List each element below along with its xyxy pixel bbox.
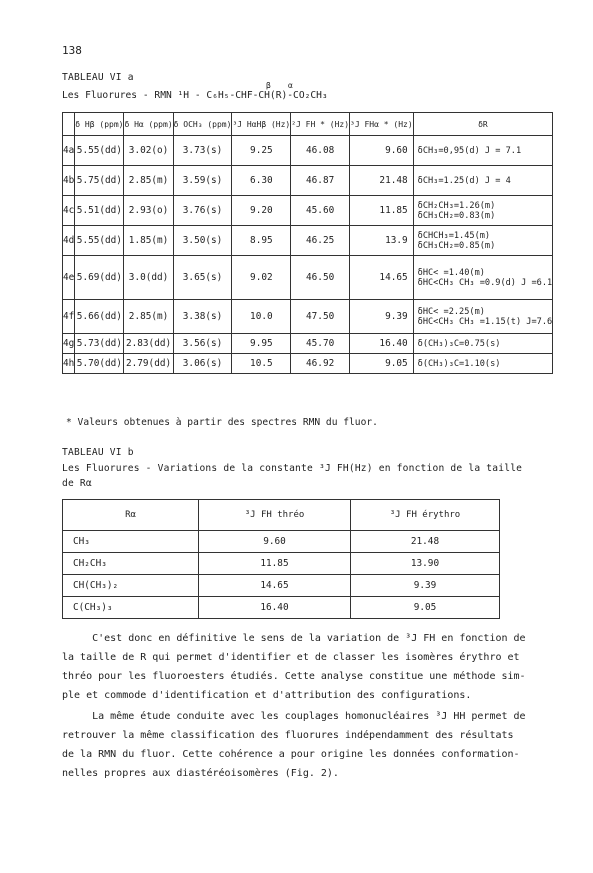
table-a-subtitle-text: Les Fluorures - RMN ¹H - C₆H₅-CHF-CH(R)-CO₂CH₃ [62, 90, 328, 101]
delta-h-beta: 5.51(dd) [75, 196, 124, 226]
coupling-2j-fh: 46.87 [291, 166, 350, 196]
table-row [63, 166, 553, 196]
coupling-3j-hh: 9.20 [232, 196, 291, 226]
delta-och3: 3.73(s) [173, 136, 232, 166]
delta-r-line1: δHC< =2.25(m) [417, 306, 485, 317]
delta-r-line1: δ(CH₃)₃C=0.75(s) [417, 338, 501, 349]
coupling-3j-hh: 10.0 [232, 300, 291, 334]
threo-value: 11.85 [199, 553, 351, 575]
coupling-2j-fh: 45.70 [291, 334, 350, 354]
coupling-3j-fh: 14.65 [350, 256, 414, 300]
delta-h-alpha: 3.02(o) [124, 136, 173, 166]
coupling-2j-fh: 46.25 [291, 226, 350, 256]
delta-och3: 3.65(s) [173, 256, 232, 300]
table-a [62, 112, 553, 374]
coupling-3j-fh: 21.48 [350, 166, 414, 196]
compound-id: 4c [63, 196, 75, 226]
coupling-2j-fh: 47.50 [291, 300, 350, 334]
delta-h-alpha: 2.93(o) [124, 196, 173, 226]
beta-label: β [266, 81, 271, 90]
header-cell: ³J HαHβ (Hz) [232, 113, 291, 136]
table-a-footnote: * Valeurs obtenues à partir des spectres RMN du fluor. [66, 417, 378, 428]
compound-id: 4d [63, 226, 75, 256]
erythro-value: 9.05 [351, 597, 500, 619]
table-row [63, 575, 500, 597]
delta-r-line2: δCH₃CH₂=0.85(m) [417, 240, 496, 251]
delta-och3: 3.76(s) [173, 196, 232, 226]
delta-h-beta: 5.66(dd) [75, 300, 124, 334]
delta-och3: 3.38(s) [173, 300, 232, 334]
substituent-r: C(CH₃)₃ [63, 597, 199, 619]
delta-och3: 3.50(s) [173, 226, 232, 256]
compound-id: 4b [63, 166, 75, 196]
coupling-3j-hh: 9.02 [232, 256, 291, 300]
coupling-3j-hh: 8.95 [232, 226, 291, 256]
compound-id: 4a [63, 136, 75, 166]
delta-h-alpha: 2.85(m) [124, 166, 173, 196]
table-row [63, 531, 500, 553]
substituent-r: CH₃ [63, 531, 199, 553]
compound-id: 4e [63, 256, 75, 300]
delta-r [413, 354, 553, 374]
delta-h-beta: 5.55(dd) [75, 136, 124, 166]
delta-h-alpha: 1.85(m) [124, 226, 173, 256]
delta-r-line2: δHC<CH₃ CH₃ =1.15(t) J=7.6 [417, 316, 553, 327]
table-row [63, 597, 500, 619]
substituent-r: CH₂CH₃ [63, 553, 199, 575]
delta-och3: 3.06(s) [173, 354, 232, 374]
delta-och3: 3.59(s) [173, 166, 232, 196]
header-cell: ³J FHα * (Hz) [350, 113, 414, 136]
table-row [63, 334, 553, 354]
compound-id: 4f [63, 300, 75, 334]
erythro-value: 9.39 [351, 575, 500, 597]
compound-id: 4h [63, 354, 75, 374]
table-row [63, 256, 553, 300]
table-row [63, 196, 553, 226]
coupling-2j-fh: 46.50 [291, 256, 350, 300]
delta-r [413, 334, 553, 354]
coupling-3j-fh: 9.05 [350, 354, 414, 374]
coupling-3j-fh: 11.85 [350, 196, 414, 226]
coupling-3j-fh: 13.9 [350, 226, 414, 256]
coupling-3j-hh: 9.95 [232, 334, 291, 354]
table-row [63, 354, 553, 374]
delta-r-line1: δHC< =1.40(m) [417, 267, 485, 278]
delta-h-beta: 5.55(dd) [75, 226, 124, 256]
erythro-value: 21.48 [351, 531, 500, 553]
compound-id: 4g [63, 334, 75, 354]
table-row [63, 226, 553, 256]
header-cell: ³J FH thréo [199, 500, 351, 531]
delta-r [413, 226, 553, 256]
table-row [63, 553, 500, 575]
delta-h-beta: 5.75(dd) [75, 166, 124, 196]
table-b-subtitle-line2: de Rα [62, 478, 92, 489]
page-number: 138 [62, 44, 82, 57]
delta-r-line1: δCHCH₃=1.45(m) [417, 230, 491, 241]
delta-r [413, 136, 553, 166]
delta-r-line1: δCH₃=0,95(d) J = 7.1 [417, 145, 522, 156]
delta-r-line1: δ(CH₃)₃C=1.10(s) [417, 358, 501, 369]
delta-h-beta: 5.70(dd) [75, 354, 124, 374]
table-row [63, 300, 553, 334]
threo-value: 9.60 [199, 531, 351, 553]
coupling-3j-fh: 9.60 [350, 136, 414, 166]
delta-h-beta: 5.69(dd) [75, 256, 124, 300]
header-cell: δ OCH₃ (ppm) [173, 113, 232, 136]
delta-r [413, 300, 553, 334]
delta-r-line1: δCH₃=1.25(d) J = 4 [417, 175, 511, 186]
delta-r [413, 166, 553, 196]
table-a-caption: TABLEAU VI a [62, 72, 134, 83]
header-cell: δ Hα (ppm) [124, 113, 173, 136]
erythro-value: 13.90 [351, 553, 500, 575]
delta-h-alpha: 2.83(dd) [124, 334, 173, 354]
table-row [63, 136, 553, 166]
delta-r-line2: δCH₃CH₂=0.83(m) [417, 210, 496, 221]
header-cell: Rα [63, 500, 199, 531]
delta-r-line1: δCH₂CH₃=1.26(m) [417, 200, 496, 211]
coupling-3j-hh: 9.25 [232, 136, 291, 166]
header-cell: ³J FH érythro [351, 500, 500, 531]
header-cell: δR [413, 113, 553, 136]
coupling-3j-hh: 10.5 [232, 354, 291, 374]
coupling-3j-fh: 9.39 [350, 300, 414, 334]
table-b-subtitle-line1: Les Fluorures - Variations de la constante ³J FH(Hz) en fonction de la taille [62, 463, 523, 474]
coupling-3j-hh: 6.30 [232, 166, 291, 196]
header-cell [63, 113, 75, 136]
header-cell: δ Hβ (ppm) [75, 113, 124, 136]
alpha-label: α [288, 81, 293, 90]
delta-r-line2: δHC<CH₃ CH₃ =0.9(d) J =6.1 [417, 277, 553, 288]
delta-h-alpha: 2.79(dd) [124, 354, 173, 374]
delta-och3: 3.56(s) [173, 334, 232, 354]
table-a-subtitle [62, 81, 328, 101]
delta-h-alpha: 3.0(dd) [124, 256, 173, 300]
coupling-2j-fh: 46.92 [291, 354, 350, 374]
header-cell: ²J FH * (Hz) [291, 113, 350, 136]
table-a-header-row [63, 113, 553, 136]
paragraph-2: La même étude conduite avec les couplages homonucléaires ³J HH permet de retrouver la même classification des fluorures indépendamment des résultats de la RMN du fluor. Cette cohérence a pour origine les données conformation- nelles propres aux diastéréoisomères (Fig. 2). [62, 711, 526, 779]
table-b-caption: TABLEAU VI b [62, 447, 134, 458]
coupling-2j-fh: 46.08 [291, 136, 350, 166]
delta-r [413, 256, 553, 300]
delta-h-beta: 5.73(dd) [75, 334, 124, 354]
table-b [62, 499, 500, 619]
table-b-header-row [63, 500, 500, 531]
substituent-r: CH(CH₃)₂ [63, 575, 199, 597]
delta-r [413, 196, 553, 226]
delta-h-alpha: 2.85(m) [124, 300, 173, 334]
paragraph-1: C'est donc en définitive le sens de la variation de ³J FH en fonction de la taille de R qui permet d'identifier et de classer les isomères érythro et thréo pour les fluoroesters étudiés. Cette analyse constitue une méthode sim- ple et commode d'identification et d'attribution des configurations. [62, 633, 526, 701]
coupling-3j-fh: 16.40 [350, 334, 414, 354]
threo-value: 16.40 [199, 597, 351, 619]
coupling-2j-fh: 45.60 [291, 196, 350, 226]
threo-value: 14.65 [199, 575, 351, 597]
